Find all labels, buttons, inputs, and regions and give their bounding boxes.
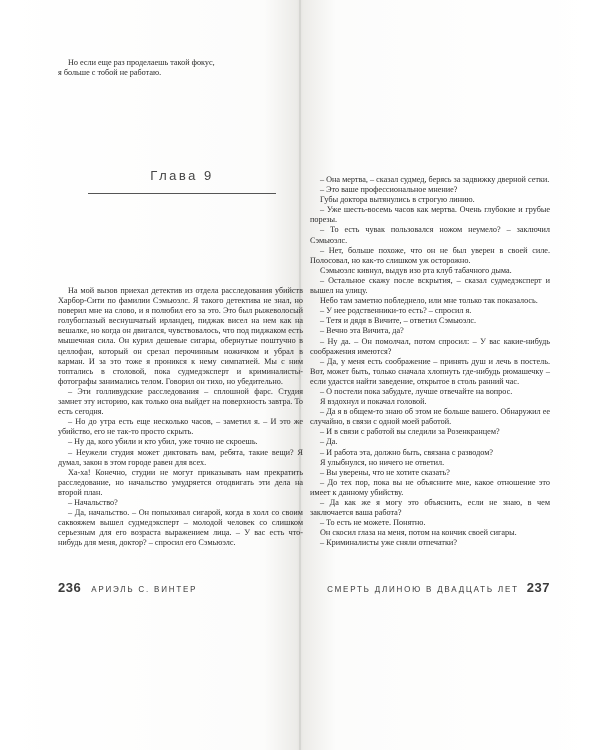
paragraph: – Тетя и дядя в Вичите, – ответил Сэмьюэлс.: [320, 316, 477, 326]
paragraph: – Неужели студия может диктовать вам, ребята, такие вещи? Я думал, закон в этом городе равен для всех.: [58, 447, 303, 467]
paragraph: Губы доктора вытянулись в строгую линию.: [320, 195, 475, 205]
paragraph: – Начальство?: [68, 497, 118, 507]
paragraph: Я улыбнулся, но ничего не ответил.: [320, 457, 445, 467]
paragraph: – Да, начальство. – Он попыхивал сигарой, когда в холл со своим саквояжем вышел судмедэксперт – молодой человек со слишком серьезным для его возраста выражением лица. – У вас есть что-нибудь для меня, доктор? – спросил его Сэмьюэлс.: [58, 508, 303, 548]
chapter-heading: [88, 157, 276, 194]
paragraph: – Вечно эта Вичита, да?: [320, 326, 404, 336]
paragraph: – Да как же я могу это объяснить, если не знаю, в чем заключается ваша работа?: [310, 498, 550, 518]
paragraph: – То есть не можете. Понятно.: [320, 518, 426, 528]
paragraph: – Но до утра есть еще несколько часов, – заметил я. – И это же убийство, его не так-то просто скрыть.: [58, 417, 303, 437]
paragraph: – И в связи с работой вы следили за Розенкранцем?: [320, 427, 500, 437]
paragraph: – Нет, больше похоже, что он не был уверен в своей силе. Полосовал, но как-то слишком уж осторожно.: [310, 245, 550, 265]
tail-line-2: я больше с тобой не работаю.: [58, 68, 162, 78]
paragraph: Он скосил глаза на меня, потом на кончик своей сигары.: [320, 528, 517, 538]
running-head: АРИЭЛЬ С. ВИНТЕР: [91, 585, 198, 594]
paragraph: Я вздохнул и покачал головой.: [320, 397, 427, 407]
paragraph: – О постели пока забудьте, лучше отвечайте на вопрос.: [320, 386, 513, 396]
paragraph: – Криминалисты уже сняли отпечатки?: [320, 538, 457, 548]
paragraph: – Она мертва, – сказал судмед, берясь за задвижку дверной сетки.: [320, 175, 550, 184]
paragraph: – Да я в общем-то знаю об этом не больше вашего. Обнаружил ее случайно, в связи с одной моей работой.: [310, 407, 550, 427]
page-number: 236: [58, 580, 82, 595]
left-page-body: [58, 286, 303, 548]
paragraph: – У нее родственники-то есть? – спросил я.: [320, 306, 472, 316]
paragraph: Небо там заметно побледнело, или мне только так показалось.: [320, 296, 538, 306]
paragraph: – Да.: [320, 437, 338, 447]
left-page-footer: [58, 580, 197, 595]
paragraph: – Ну да. – Он помолчал, потом спросил: – У вас какие-нибудь соображения имеются?: [310, 336, 550, 356]
tail-line-1: Но если еще раз проделаешь такой фокус,: [68, 58, 215, 67]
running-head: СМЕРТЬ ДЛИНОЮ В ДВАДЦАТЬ ЛЕТ: [327, 585, 519, 594]
page-number: 237: [526, 580, 550, 595]
previous-chapter-tail: [58, 58, 303, 78]
paragraph: Сэмьюэлс кивнул, выдув изо рта клуб табачного дыма.: [320, 265, 512, 275]
paragraph: – Ну да, кого убили и кто убил, уже точно не скроешь.: [68, 437, 258, 447]
right-page-body: [310, 175, 550, 548]
paragraph: – Это ваше профессиональное мнение?: [320, 185, 458, 195]
paragraph: – Уже шесть-восемь часов как мертва. Очень глубокие и грубые порезы.: [310, 205, 550, 225]
paragraph: – Да, у меня есть соображение – принять душ и лечь в постель. Вот, может быть, только сначала хлопнуть где-нибудь рюмашечку – если удастся найти заведение, открытое в столь ранний час.: [310, 356, 550, 386]
paragraph: На мой вызов приехал детектив из отдела расследования убийств Харбор-Сити по фамилии Сэмьюэлс. Я такого детектива не знал, но поверил мне на слово, и я полюбил его за это. Это был рыжеволосый голубоглазый веснушчатый ирландец, пиджак висел на нем как на вешалке, но когда он двигался, чувствовалось, что под пиджаком есть мышечная сила. Он курил дешевые сигары, обернутые поштучно в целлофан, который он срезал перочинным ножичком и убрал в карман. И за это тоже я проникся к нему симпатией. Мы с ним топтались в столовой, пока судмедэксперт и криминалисты-фотографы занимались телом. Говорил он тихо, но убедительно.: [58, 286, 303, 386]
right-page-footer: [327, 580, 550, 595]
paragraph: Ха-ха! Конечно, студии не могут приказывать нам прекратить расследование, но начальство умудряется отодвигать эти дела на второй план.: [58, 467, 303, 497]
paragraph: – То есть чувак пользовался ножом неумело? – заключил Сэмьюэлс.: [310, 225, 550, 245]
chapter-title: Глава 9: [150, 167, 214, 183]
paragraph: – До тех пор, пока вы не объясните мне, какое отношение это имеет к данному убийству.: [310, 477, 550, 497]
paragraph: – Эти голливудские расследования – сплошной фарс. Студия замнет эту историю, как только она выйдет на поверхность завтра. То есть сегодня.: [58, 386, 303, 417]
paragraph: – И работа эта, должно быть, связана с разводом?: [320, 447, 494, 457]
paragraph: – Остальное скажу после вскрытия, – сказал судмедэксперт и вышел на улицу.: [310, 275, 550, 296]
paragraph: – Вы уверены, что не хотите сказать?: [320, 467, 450, 477]
